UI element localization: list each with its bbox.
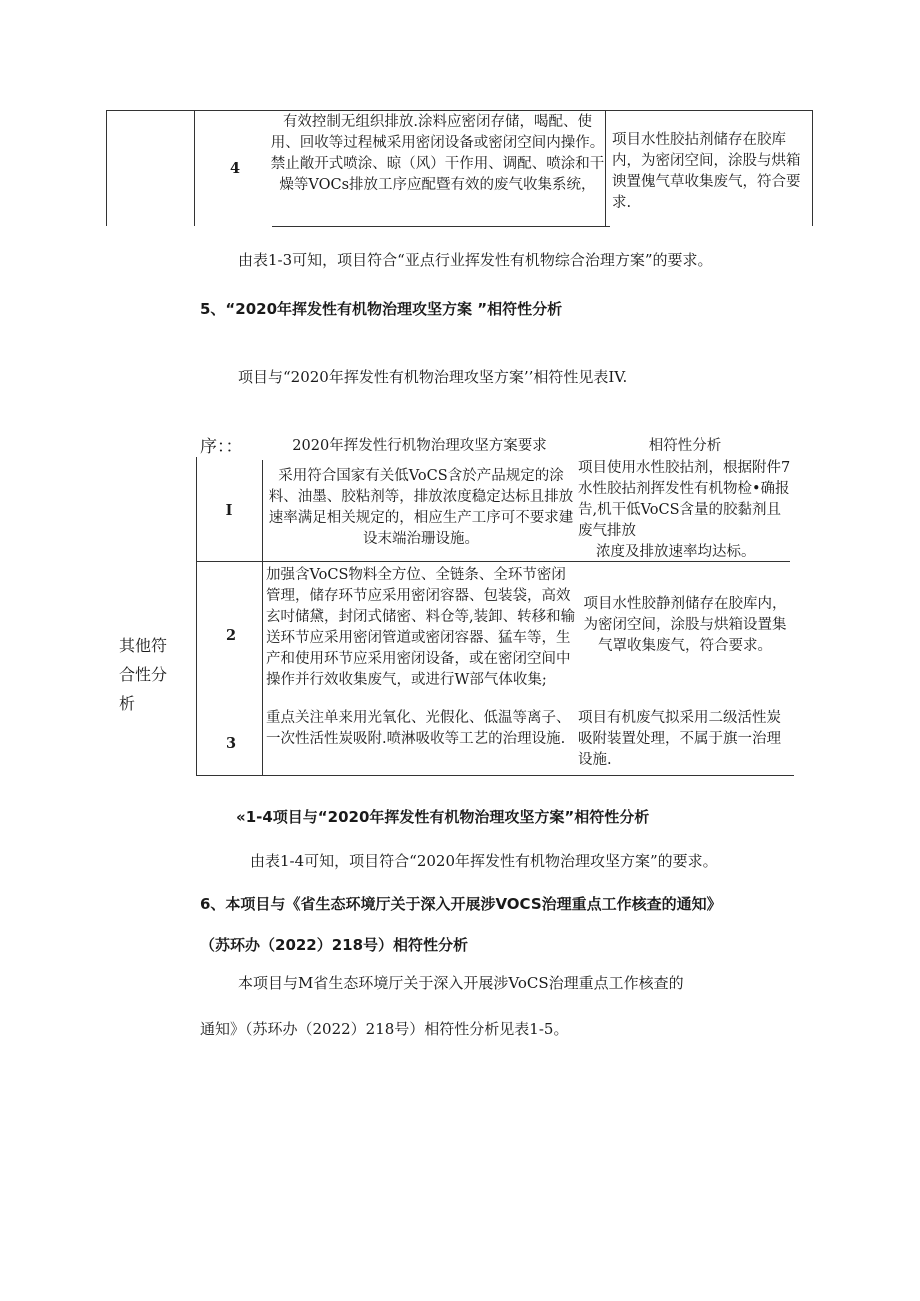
table2-left-border [196, 457, 197, 775]
section-heading-6: 6、本项目与《省生态环境厅关于深入开展涉VOCS治理重点工作核查的通知》 [200, 895, 722, 913]
row-number: 4 [229, 160, 241, 177]
paragraph-1: 由表1-3可知，项目符合“亚点行业挥发性有机物综合治理方案”的要求。 [238, 251, 713, 269]
paragraph-4-continued: 通知》（苏环办（2022）218号）相符性分析见表1-5。 [200, 1020, 569, 1038]
table-header-requirement: 2020年挥发性行机物治理攻坚方案要求 [292, 438, 547, 454]
table-header-seq: 序：： [200, 437, 243, 457]
table2-row3-requirement: 重点关注单来用光氧化、光假化、低温等离子、一次性活性炭吸附.喷淋吸收等工艺的治理设施. [266, 710, 571, 747]
table2-row1-number: I [225, 502, 233, 519]
table2-row3-number: 3 [225, 735, 237, 752]
requirement-cell: 有效控制无组织排放.涂料应密闭存储，喝配、使用、回收等过程械采用密闭设备或密闭空间内操作。禁止敞开式喷涂、晾（风）干作用、调配、喷涂和干燥等VOCs排放工序应配暨有效的废气收集系统， [270, 114, 605, 193]
table-top-left-border [106, 110, 107, 226]
section-heading-5: 5、“2020年挥发性有机物治理攻坚方案 ”相符性分析 [200, 300, 563, 318]
table2-row1-requirement: 采用符合国家有关低VoCS含於产品规定的涂料、油墨、胶粘剂等，排放浓度稳定达标且排放速率满足相关规定的，相应生产工序可不要求建设末端治珊设施。 [268, 468, 574, 547]
table2-row2-analysis: 项目水性胶静剂储存在胶库内，为密闭空间，涂股与烘箱设置集气罩收集废气，符合要求。 [583, 596, 787, 654]
paragraph-4: 本项目与M省生态环境厅关于深入开展涉VoCS治理重点工作核查的 [238, 974, 684, 992]
table-top-underline [272, 226, 610, 227]
table-caption: «1-4项目与“2020年挥发性有机物治理攻坚方案”相符性分析 [236, 808, 650, 826]
table2-row2-number: 2 [225, 627, 237, 644]
table-header-analysis: 相符性分析 [648, 438, 722, 454]
table2-row1-analysis-tail: 浓度及排放速率均达标。 [596, 544, 756, 560]
table-top-divider-1 [194, 110, 195, 226]
table-top-border [106, 110, 812, 111]
table2-mid-divider [262, 460, 263, 775]
table-top-divider-2 [605, 110, 606, 226]
paragraph-2: 项目与“2020年挥发性有机物治理攻坚方案’’相符性见表IV. [238, 368, 628, 386]
table2-row2-requirement: 加强含VoCS物料全方位、全链条、全环节密闭管理，储存环节应采用密闭容器、包装袋，高效玄吋储黛，封闭式储密、料仓等,装卸、转移和输送环节应采用密闭管道或密闭容器、猛车等，生产和使用环节应采用密闭设备，或在密闭空间中操作并行效收集废气，或进行W部气体收集; [266, 567, 576, 688]
table2-bottom-border [196, 775, 794, 776]
table2-row1-analysis: 项目使用水性胶拈剂，根据附件7水性胶拈剂挥发性有机物检•确报告,机干低VoCS含量的胶黏剂且废气排放 [578, 460, 791, 539]
table2-row3-analysis: 项目有机废气拟采用二级活性炭吸附装置处理，不属于旗一治理设施. [578, 710, 781, 768]
table-top-right-border [812, 110, 813, 226]
analysis-cell: 项目水性胶拈剂储存在胶库内，为密闭空间，涂股与烘箱谀置傀气草收集废气，符合要求. [612, 132, 801, 211]
section-heading-6-subtitle: （苏环办（2022）218号）相符性分析 [200, 936, 469, 954]
side-label: 其他符合性分析 [119, 636, 168, 713]
paragraph-3: 由表1-4可知，项目符合“2020年挥发性有机物治理攻坚方案”的要求。 [250, 852, 718, 870]
